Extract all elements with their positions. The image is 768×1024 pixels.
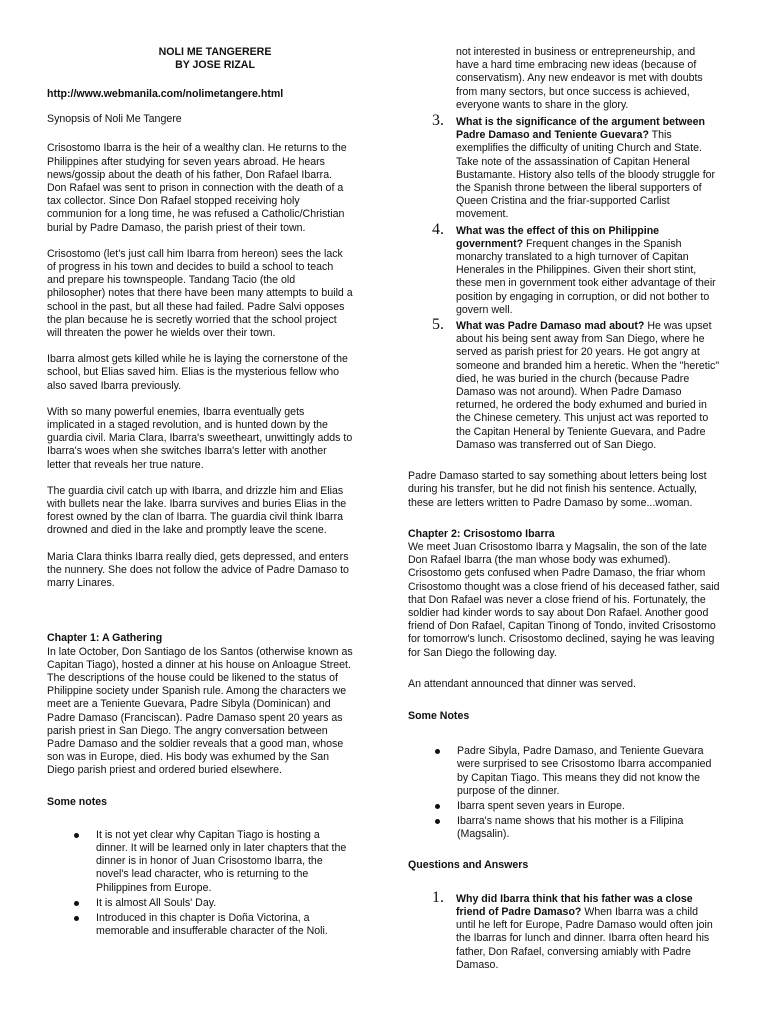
chapter1-heading: Chapter 1: A Gathering [47,632,163,645]
letters-paragraph: Padre Damaso started to say something about letters being lost during his transfer, but he did not finish his sentence. Actually, these are letters written to Padre Damaso by some...woman. [408,470,707,509]
qa-answer: He was upset about his being sent away from San Diego, where he served as parish priest for 20 years. He got angry at someone and branded him a heretic. When the "heretic" died, he was buried in the church (because Padre Damaso was not around). When Padre Damaso returned, he ordered the body exhumed and buried in the Chinese cemetery. This unjust act was reported to the Capitan Heneral by Teniente Guevara, and Padre Damaso was transferred out of San Diego. [456,320,720,451]
qa-question: What is the significance of the argument between Padre Damaso and Teniente Guevara? [456,116,705,142]
list-item: Padre Sibyla, Padre Damaso, and Teniente Guevara were surprised to see Crisostomo Ibarra accompanied by Capitan Tiago. This means they did not know the purpose of the dinner. [457,745,720,798]
qa-item [432,316,720,452]
synopsis-paragraph: Crisostomo Ibarra is the heir of a wealthy clan. He returns to the Philippines after studying for seven years abroad. He hears news/gossip about the death of his father, Don Rafael Ibarra. Don Rafael was sent to prison in connection with the death of a tax collector. Since Don Rafael stopped receiving holy communion for a long time, he was refused a Catholic/Christian burial by Padre Damaso, the parish priest of their town. [47,142,347,234]
list-item: Ibarra spent seven years in Europe. [457,800,720,813]
chapter1-qa-list [408,112,720,452]
synopsis-heading: Synopsis of Noli Me Tangere [47,113,182,126]
qa-item [432,888,720,972]
synopsis-paragraph: Ibarra almost gets killed while he is laying the cornerstone of the school, but Elias saved him. Elias is the mysterious fellow who also saved Ibarra previously. [47,353,348,392]
chapter1-notes-heading: Some notes [47,795,108,808]
right-column [408,46,720,975]
qa-question: What was Padre Damaso mad about? [456,320,645,333]
dinner-paragraph: An attendant announced that dinner was served. [408,677,636,690]
list-item: It is almost All Souls' Day. [96,897,353,910]
qa-answer: This exemplifies the difficulty of uniting Church and State. Take note of the assassination of Capitan Heneral Bustamante. History also tells of the bloody struggle for the Spanish throne between the liberal supporters of Queen Cristina and the friar-supported Carlist movement. [456,129,716,221]
qa-heading: Questions and Answers [408,858,529,871]
qa-item [432,220,720,317]
document-author: BY JOSE RIZAL [175,59,255,71]
list-item: Introduced in this chapter is Doña Victorina, a memorable and insufferable character of the Noli. [96,912,353,938]
synopsis-paragraph: The guardia civil catch up with Ibarra, and drizzle him and Elias with bullets near the lake. Ibarra survives and buries Elias in the forest owned by the clan of Ibarra. The guardia civil think Ibarra drowned and died in the lake and promptly leave the scene. [47,484,347,537]
qa-question: What was the effect of this on Philippine government? [456,224,660,250]
synopsis-paragraph: Crisostomo (let's just call him Ibarra from hereon) sees the lack of progress in his town and decides to build a school to teach and prepare his townspeople. Tandang Tacio (the old philosopher) notes that there have been many attempts to build a school in the past, but all these had failed. Padre Salvi opposes the plan because he is secretly worried that the school project will threaten the power he wields over their town. [47,247,353,340]
list-item: Ibarra's name shows that his mother is a Filipina (Magsalin). [457,815,720,841]
chapter2-body: We meet Juan Crisostomo Ibarra y Magsalin, the son of the late Don Rafael Ibarra (the man whose body was exhumed). Crisostomo gets confused when Padre Damaso, the friar whom Crisostomo thought was a close friend of his deceased father, said that Don Rafael was never a close friend of his. Fortunately, the soldier had kinder words to say about Don Rafael. Another good friend of Don Rafael, Capitan Tinong of Tondo, invited Crisostomo for tomorrow's lunch. Crisostomo declined, saying he was leaving for San Diego the following day. [408,540,720,659]
list-item: It is not yet clear why Capitan Tiago is hosting a dinner. It will be learned only in later chapters that the dinner is in honor of Juan Crisostomo Ibarra, the novel's lead character, who is returning to the Philippines from Europe. [96,829,353,895]
qa-question: Why did Ibarra think that his father was a close friend of Padre Damaso? [456,892,693,918]
chapter2-heading: Chapter 2: Crisostomo Ibarra [408,527,555,540]
continuation-paragraph: not interested in business or entrepreneurship, and have a hard time embracing new ideas (because of conservatism). Any new endeavor is met with doubts from many sectors, but once success is achieved, everyone wants to share in the glory. [456,46,703,111]
qa-answer: Frequent changes in the Spanish monarchy translated to a high turnover of Capitan Henerales in the Philippines. Given their short stint, these men in government took either advantage of their position by engaging in corruption, or did not bother to govern well. [456,237,716,316]
document-title: NOLI ME TANGERERE [158,46,272,58]
chapter1-body: In late October, Don Santiago de los Santos (otherwise known as Capitan Tiago), hosted a dinner at his house on Anloague Street. The descriptions of the house could be likened to the status of Philippine society under Spanish rule. Among the characters we meet are a Teniente Guevara, Padre Sibyla (Dominican) and Padre Damaso (Franciscan). Padre Damaso spent 20 years as parish priest in San Diego. The angry conversation between Padre Damaso and the soldier reveals that a good man, whose son was in Europe, died. His body was exhumed by the San Diego parish priest and ordered buried elsewhere. [47,645,353,777]
chapter1-notes-list [47,829,353,939]
qa-number: 5. [432,316,444,334]
source-url[interactable]: http://www.webmanila.com/nolimetangere.html [47,88,284,100]
chapter2-qa-list [408,888,720,972]
chapter2-notes-heading: Some Notes [408,709,470,722]
qa-answer: When Ibarra was a child until he left for Europe, Padre Damaso would often join the Ibarras for lunch and dinner. Ibarra often heard his father, Don Rafael, conversing amiably with Padre Damaso. [456,905,713,971]
qa-number: 1. [432,888,444,906]
qa-number: 3. [432,112,444,130]
qa-number: 4. [432,220,444,238]
qa-item [432,112,720,222]
synopsis-paragraph: With so many powerful enemies, Ibarra eventually gets implicated in a staged revolution, and is hunted down by the guardia civil. Maria Clara, Ibarra's sweetheart, unwittingly adds to Ibarra's woes when she switches Ibarra's letter with another letter that reveals her true nature. [47,405,353,471]
chapter2-notes-list [408,745,720,841]
synopsis-paragraph: Maria Clara thinks Ibarra really died, gets depressed, and enters the nunnery. She does not follow the advice of Padre Damaso to marry Linares. [47,550,349,590]
left-column [47,46,353,940]
